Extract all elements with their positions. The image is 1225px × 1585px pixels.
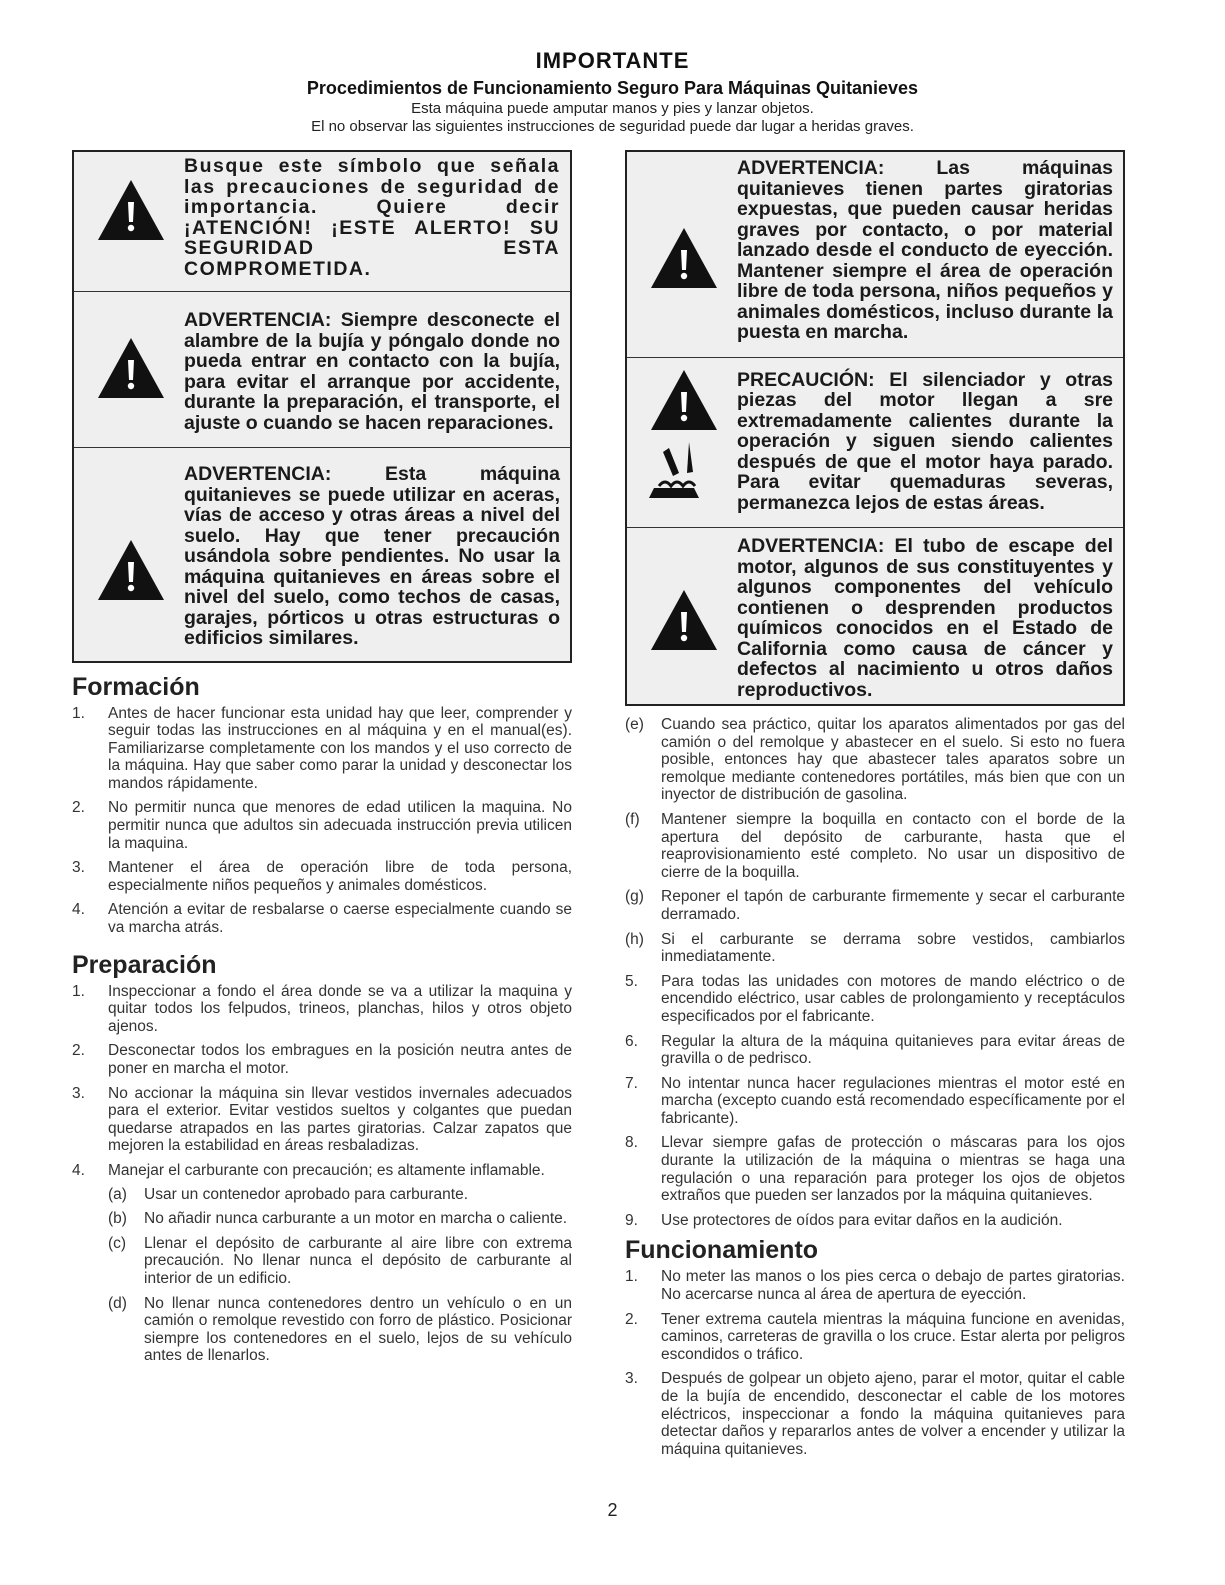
warning-text: PRECAUCIÓN: El silenciador y otras piezas del motor llegan a sre extremadamente calientes durante la operación y siguen siendo calientes después de que el motor haya parado. Para evitar quemaduras severas, permanezca lejos de estas áreas. [737,368,1113,514]
warning-triangle-icon [649,226,719,290]
formacion-list [72,705,572,937]
warning-triangle-icon [649,368,719,432]
page-title: IMPORTANTE [535,48,690,73]
sub-list-item: (h) Si el carburante se derrama sobre vestidos, cambiarlos inmediatamente. [625,930,1125,966]
sub-list-item: (a) Usar un contenedor aprobado para carburante. [108,1185,468,1203]
page-subtitle: Procedimientos de Funcionamiento Seguro Para Máquinas Quitanieves [306,78,919,98]
warning-item-rotating-parts [627,152,1123,357]
left-warning-box [72,150,572,663]
list-item: 4. Atención a evitar de resbalarse o caerse especialmente cuando se va marcha atrás. [72,901,572,937]
warning-item-symbol [74,152,570,291]
sub-list-item: (g) Reponer el tapón de carburante firmemente y secar el carburante derramado. [625,888,1125,923]
warning-text: ADVERTENCIA: Las máquinas quitanieves tienen partes giratorias expuestas, que pueden causar heridas graves por contacto, o por material lanzado desde el conducto de eyección. Mantener siempre el área de operación libre de toda persona, niños pequeños y animales domésticos, incluso durante la puesta en marcha. [737,157,1113,343]
list-item: 3. Mantener el área de operación libre de toda persona, especialmente niños pequeños y animales domésticos. [72,859,572,894]
section-heading-preparacion: Preparación [72,950,217,979]
warning-triangle-icon [96,178,166,242]
warning-text: ADVERTENCIA: Esta máquina quitanieves se puede utilizar en aceras, vías de acceso y otras áreas a nivel del suelo. Hay que tener precaución usándola sobre pendientes. No usar la máquina quitanieves en áreas sobre el nivel del suelo, como techos de casas, garajes, pórticos u otras estructuras o edificios similares. [184,463,560,649]
warning-item-spark-plug [74,291,570,447]
warning-triangle-icon [96,538,166,602]
list-item: 2. No permitir nunca que menores de edad utilicen la maquina. No permitir nunca que adultos sin adecuada instrucción previa utilicen la maquina. [72,799,572,852]
list-item: 8. Llevar siempre gafas de protección o máscaras para los ojos durante la utilización de la máquina o mientras se haga una regulación o una reparación para proteger los ojos de objetos extraños que pueden ser lanzados por la máquina quitanieves. [625,1134,1125,1205]
sub-list-item: (b) No añadir nunca carburante a un motor en marcha o caliente. [108,1210,568,1228]
fuel-sublist-continued [625,716,1125,966]
sub-list-item: (d) No llenar nunca contenedores dentro un vehículo o en un camión o remolque revestido con forro de plástico. Posicionar siempre los contenedores en el suelo, lejos de su vehículo antes de llenarlos. [108,1294,572,1365]
list-item: 1. Inspeccionar a fondo el área donde se va a utilizar la maquina y quitar todos los felpudos, trineos, planchas, hilos y otros objeto ajenos. [72,982,572,1035]
warning-text: ADVERTENCIA: El tubo de escape del motor, algunos de sus constituyentes y algunos componentes del vehículo contienen o desprenden productos químicos conocidos en el Estado de California como causa de cáncer y defectos al nacimiento u otros daños reproductivos. [737,535,1113,701]
left-column [72,150,572,1372]
intro-line-2: El no observar las siguientes instrucciones de seguridad puede dar lugar a heridas graves. [311,118,914,135]
preparacion-list [72,983,572,1365]
sub-list-item: (f) Mantener siempre la boquilla en contacto con el borde de la apertura del depósito de carburante, hasta que el reaprovisionamiento esté completo. No usar un dispositivo de cierre de la boquilla. [625,810,1125,881]
right-column [625,150,1125,1465]
warning-text: ADVERTENCIA: Siempre desconecte el alambre de la bujía y póngalo donde no pueda entrar en contacto con la bujía, para evitar el arranque por accidente, durante la preparación, el transporte, el ajuste o cuando se hacen reparaciones. [184,309,560,434]
hot-surface-icon [639,438,709,508]
page-header [0,48,1225,136]
list-item: 9. Use protectores de oídos para evitar daños en la audición. [625,1211,1063,1229]
list-item: 6. Regular la altura de la máquina quitanieves para evitar áreas de gravilla o de pedrisco. [625,1032,1125,1068]
warning-item-slopes [74,447,570,661]
list-item: 2. Tener extrema cautela mientras la máquina funcione en avenidas, caminos, carreteras de gravilla o los cruce. Estar alerta por peligros escondidos o tráfico. [625,1310,1125,1363]
sub-list-item: (c) Llenar el depósito de carburante al aire libre con extrema precaución. No llenar nunca el depósito de carburante al interior de un edificio. [108,1234,572,1287]
warning-triangle-icon [96,336,166,400]
warning-item-california [627,527,1123,704]
section-heading-formacion: Formación [72,672,200,701]
warning-text: Busque este símbolo que señala las precauciones de seguridad de importancia. Quiere decir ¡ATENCIÓN! ¡ESTE ALERTO! SU SEGURIDAD ESTA COMPROMETIDA. [184,155,560,280]
list-item: 2. Desconectar todos los embragues en la posición neutra antes de poner en marcha el motor. [72,1042,572,1077]
funcionamiento-list [625,1268,1125,1458]
list-item: 4. Manejar el carburante con precaución; es altamente inflamable. (a) Usar un contenedor aprobado para carburante. (b) No añadir nunca carburante a un motor en marcha o caliente. (c) Llenar el depósito de carburante al aire libre con extrema precaución. No llenar nunca el depósito de carburante al interior de un edificio. (d) No llenar nunca contenedores dentro un vehículo o en un camión o remolque revestido con forro de plástico. Posicionar siempre los contenedores en el suelo, lejos de su vehículo antes de llenarlos. [72,1161,572,1365]
intro-line-1: Esta máquina puede amputar manos y pies y lanzar objetos. [411,100,814,117]
sub-list-item: (e) Cuando sea práctico, quitar los aparatos alimentados por gas del camión o del remolque y abastecer en el suelo. Si esto no fuera posible, entonces hay que abastecer tales aparatos sobre un remolque mediante contenedores portátiles, más bien que con un inyector de distribución de gasolina. [625,716,1125,804]
fuel-sublist [108,1186,572,1365]
list-item: 5. Para todas las unidades con motores de mando eléctrico o de encendido eléctrico, usar cables de prolongamiento y receptáculos especificados por el fabricante. [625,972,1125,1025]
list-item: 1. Antes de hacer funcionar esta unidad hay que leer, comprender y seguir todas las instrucciones en al máquina y en el manual(es). Familiarizarse completamente con los mandos y el uso correcto de la máquina. Hay que saber como parar la unidad y desconectar los mandos rápidamente. [72,704,572,792]
warning-triangle-icon [649,588,719,652]
list-item: 7. No intentar nunca hacer regulaciones mientras el motor esté en marcha (excepto cuando está recomendado específicamente por el fabricante). [625,1074,1125,1127]
list-item: 3. No accionar la máquina sin llevar vestidos invernales adecuados para el exterior. Evitar vestidos sueltos y colgantes que puedan quedarse atrapados en las partes giratorias. Calzar zapatos que mejoren la estabilidad en áreas resbaladizas. [72,1084,572,1155]
list-item: 3. Después de golpear un objeto ajeno, parar el motor, quitar el cable de la bujía de encendido, desconectar el cable de los motores eléctricos, inspeccionar a fondo la máquina quitanieves para detectar daños y repararlos antes de volver a encender y utilizar la máquina quitanieves. [625,1370,1125,1458]
warning-item-hot-surface [627,357,1123,528]
page-number: 2 [607,1500,618,1520]
right-warning-box [625,150,1125,706]
section-heading-funcionamiento: Funcionamiento [625,1236,819,1265]
list-item: 1. No meter las manos o los pies cerca o debajo de partes giratorias. No acercarse nunca al área de apertura de eyección. [625,1268,1125,1304]
preparacion-list-continued [625,973,1125,1230]
